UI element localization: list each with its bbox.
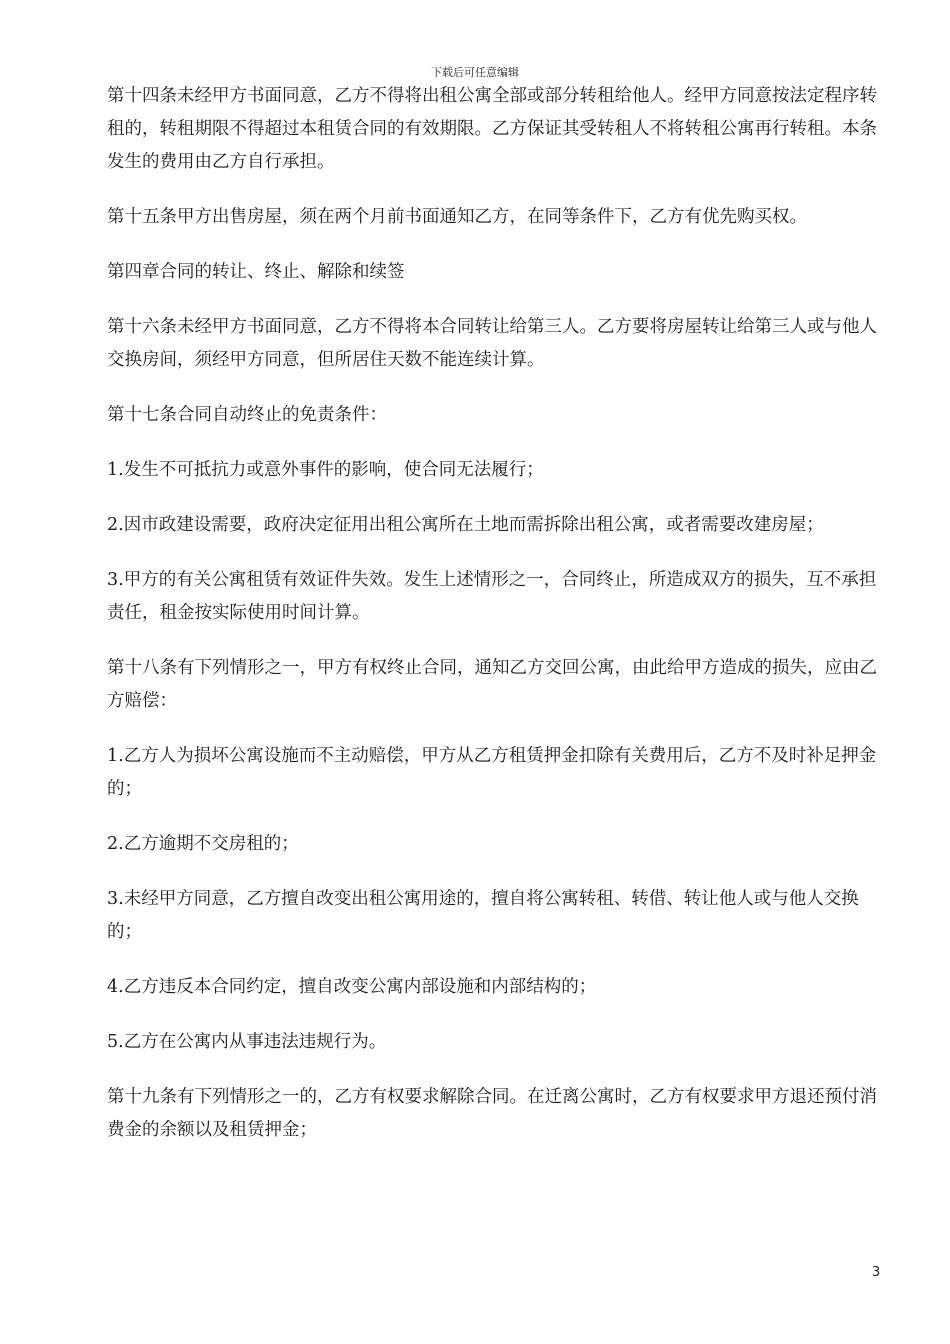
- article-16-paragraph: 第十六条未经甲方书面同意，乙方不得将本合同转让给第三人。乙方要将房屋转让给第三人或与他人交换房间，须经甲方同意，但所居住天数不能连续计算。: [107, 317, 877, 370]
- article-18-item-4: 4.乙方违反本合同约定，擅自改变公寓内部设施和内部结构的；: [107, 977, 597, 997]
- article-18-paragraph: 第十八条有下列情形之一，甲方有权终止合同，通知乙方交回公寓，由此给甲方造成的损失，应由乙方赔偿：: [107, 658, 877, 711]
- article-17-paragraph: 第十七条合同自动终止的免责条件：: [107, 405, 387, 425]
- article-15-paragraph: 第十五条甲方出售房屋，须在两个月前书面通知乙方，在同等条件下，乙方有优先购买权。: [107, 207, 807, 227]
- article-18-item-1: 1.乙方人为损坏公寓设施而不主动赔偿，甲方从乙方租赁押金扣除有关费用后，乙方不及时补足押金的；: [107, 746, 877, 799]
- article-19-paragraph: 第十九条有下列情形之一的，乙方有权要求解除合同。在迁离公寓时，乙方有权要求甲方退还预付消费金的余额以及租赁押金；: [107, 1087, 877, 1140]
- article-17-item-1: 1.发生不可抵抗力或意外事件的影响，使合同无法履行；: [107, 460, 544, 480]
- page-number: 3: [872, 1265, 881, 1280]
- document-body: [107, 80, 879, 1169]
- article-17-item-3: 3.甲方的有关公寓租赁有效证件失效。发生上述情形之一，合同终止，所造成双方的损失，互不承担责任，租金按实际使用时间计算。: [107, 570, 877, 623]
- article-18-item-5: 5.乙方在公寓内从事违法违规行为。: [107, 1032, 387, 1052]
- article-14-paragraph: 第十四条未经甲方书面同意，乙方不得将出租公寓全部或部分转租给他人。经甲方同意按法定程序转租的，转租期限不得超过本租赁合同的有效期限。乙方保证其受转租人不将转租公寓再行转租。本条发生的费用由乙方自行承担。: [107, 86, 877, 172]
- article-17-item-2: 2.因市政建设需要，政府决定征用出租公寓所在土地而需拆除出租公寓，或者需要改建房屋；: [107, 515, 824, 535]
- chapter-4-heading: 第四章合同的转让、终止、解除和续签: [107, 262, 405, 282]
- header-note: 下载后可任意编辑: [431, 66, 519, 79]
- article-18-item-2: 2.乙方逾期不交房租的；: [107, 834, 299, 854]
- article-18-item-3: 3.未经甲方同意，乙方擅自改变出租公寓用途的，擅自将公寓转租、转借、转让他人或与他人交换的；: [107, 889, 859, 942]
